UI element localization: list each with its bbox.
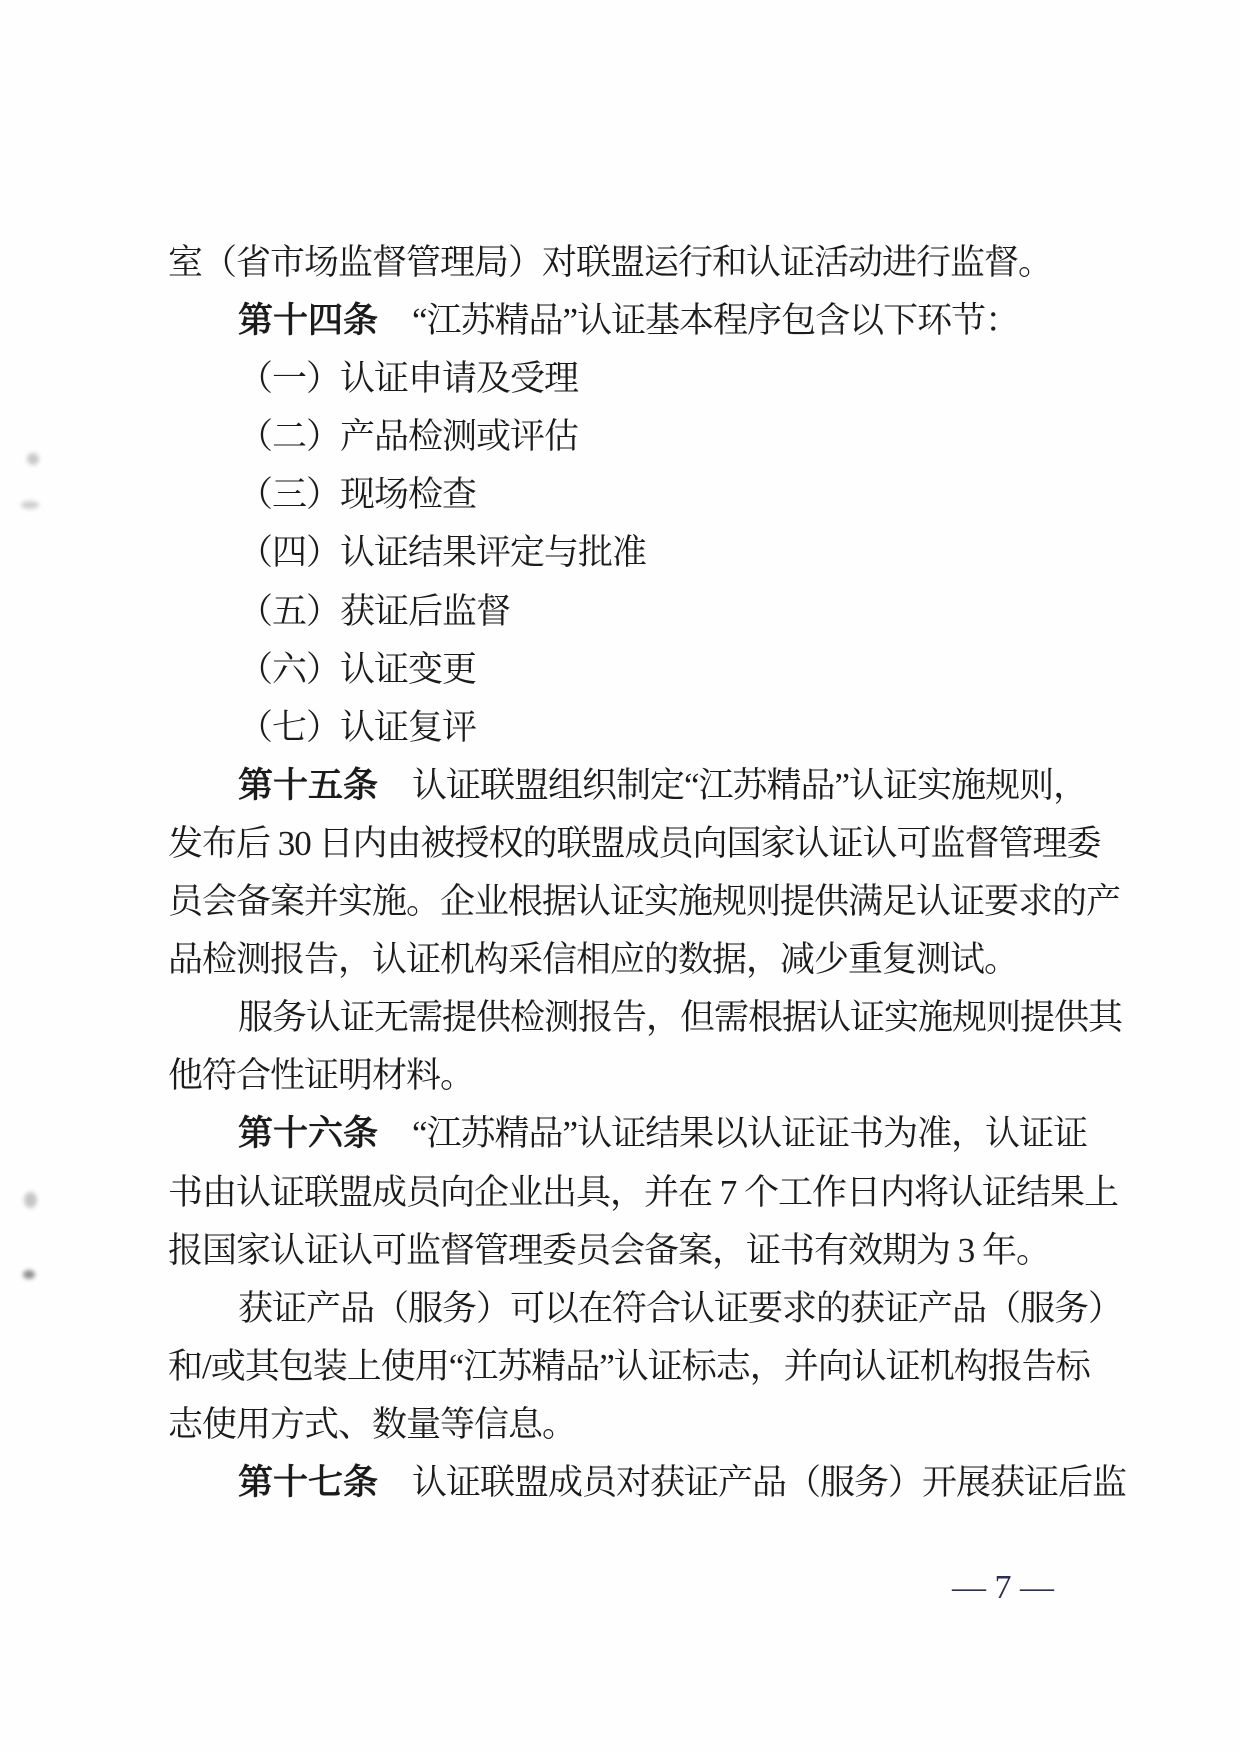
- line-text: （二）产品检测或评估: [238, 417, 579, 457]
- text-line: [168, 1396, 1088, 1454]
- text-line: [168, 1338, 1088, 1396]
- scan-artifact: [23, 1270, 35, 1279]
- article-number: 第十七条: [238, 1462, 379, 1502]
- page-number: — 7 —: [952, 1569, 1054, 1606]
- line-text: 报国家认证认可监督管理委员会备案，证书有效期为 3 年。: [168, 1230, 1051, 1270]
- text-line: [168, 583, 1088, 641]
- text-line: [168, 931, 1088, 989]
- line-text: 和/或其包装上使用“江苏精品”认证标志，并向认证机构报告标: [168, 1346, 1090, 1386]
- article-number: 第十六条: [238, 1114, 379, 1154]
- line-text: （六）认证变更: [238, 649, 477, 689]
- text-line: [168, 873, 1121, 931]
- scan-artifact: [24, 1192, 37, 1208]
- document-body: [168, 234, 1127, 1512]
- text-line: [168, 699, 1088, 757]
- text-line: [168, 408, 1088, 466]
- text-line: [168, 757, 1088, 815]
- line-text: 室（省市场监督管理局）对联盟运行和认证活动进行监督。: [168, 243, 1053, 282]
- scan-artifact: [21, 501, 39, 509]
- line-text: （五）获证后监督: [238, 591, 511, 631]
- line-text: （四）认证结果评定与批准: [238, 533, 647, 573]
- text-line: [168, 641, 1088, 699]
- text-line: [168, 350, 1088, 408]
- article-number: 第十五条: [238, 765, 379, 805]
- article-number: 第十四条: [238, 301, 379, 341]
- line-text: 书由认证联盟成员向企业出具，并在 7 个工作日内将认证结果上: [168, 1172, 1119, 1212]
- text-line: [168, 234, 1088, 292]
- text-line: [168, 1280, 1123, 1338]
- text-line: [168, 1222, 1088, 1280]
- text-line: [168, 1105, 1088, 1163]
- line-text: （七）认证复评: [238, 707, 477, 747]
- line-text: 获证产品（服务）可以在符合认证要求的获证产品（服务）: [238, 1288, 1123, 1328]
- text-line: [168, 1454, 1127, 1512]
- line-text: （三）现场检查: [238, 475, 477, 515]
- line-text: 服务认证无需提供检测报告，但需根据认证实施规则提供其: [238, 998, 1123, 1038]
- text-line: [168, 292, 1088, 350]
- line-text: “江苏精品”认证基本程序包含以下环节：: [378, 301, 1020, 341]
- text-line: [168, 815, 1101, 873]
- line-text: 认证联盟组织制定“江苏精品”认证实施规则，: [378, 765, 1088, 805]
- line-text: 他符合性证明材料。: [168, 1056, 475, 1096]
- text-line: [168, 1164, 1119, 1222]
- text-line: [168, 466, 1088, 524]
- text-line: [168, 989, 1123, 1047]
- line-text: 认证联盟成员对获证产品（服务）开展获证后监: [378, 1462, 1127, 1502]
- line-text: 品检测报告，认证机构采信相应的数据，减少重复测试。: [168, 940, 1019, 980]
- line-text: 志使用方式、数量等信息。: [168, 1404, 577, 1444]
- text-line: [168, 524, 1088, 582]
- line-text: （一）认证申请及受理: [238, 359, 579, 399]
- text-line: [168, 1047, 1088, 1105]
- line-text: 发布后 30 日内由被授权的联盟成员向国家认证认可监督管理委: [168, 823, 1101, 863]
- scan-artifact: [27, 453, 39, 465]
- line-text: “江苏精品”认证结果以认证证书为准，认证证: [378, 1114, 1088, 1154]
- line-text: 员会备案并实施。企业根据认证实施规则提供满足认证要求的产: [168, 882, 1121, 922]
